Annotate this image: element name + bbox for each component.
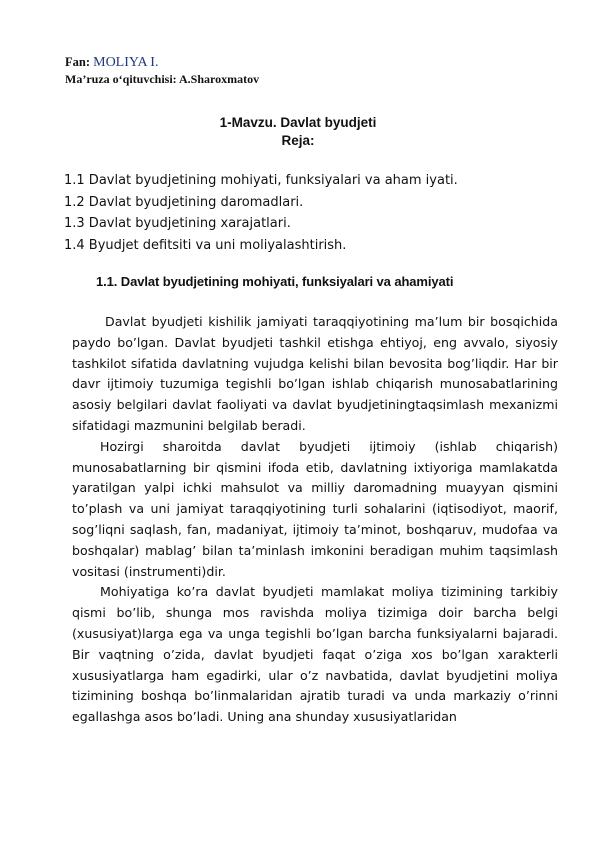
lecturer-line: Ma’ruza o‘qituvchisi: A.Sharoxmatov [65, 72, 260, 86]
paragraph: Mohiyatiga ko’ra davlat byudjeti mamlakat moliya tizimining tarkibiy qismi bo’lib, shunga mos ravishda moliya tizimiga doir barcha belgi (xususiyat)larga ega va unga tegishli bo’lgan barcha funksiyalarni bajaradi. Bir vaqtning o’zida, davlat byudjeti faqat o’ziga xos bo’lgan xarakterli xususiyatlarga ham egadirki, ular o’z navbatida, davlat byudjetini moliya tizimining boshqa bo’linmalaridan ajratib turadi va unda markaziy o’rinni egallashga asos bo’ladi. Uning ana shunday xususiyatlaridan [72, 584, 558, 725]
plan-title: Reja: [281, 133, 315, 148]
course-line [65, 55, 259, 70]
plan-item: 1.2 Davlat byudjetining daromadlari. [64, 194, 304, 210]
paragraph: Hozirgi sharoitda davlat byudjeti ijtimoiy (ishlab chiqarish) munosabatlarning bir qismini ifoda etib, davlatning ixtiyoriga mamlakatda yaratilgan yalpi ichki mahsulot va milliy daromadning muayyan qismini to’plash va uni jamiyat taraqqiyotining turli sohalarini (iqtisodiyot, maorif, sog’liqni saqlash, fan, madaniyat, ijtimoiy ta’minot, boshqaruv, mudofaa va boshqalar) mablag’ bilan ta’minlash imkonini beradigan muhim taqsimlash vositasi (instrumenti)dir. [72, 438, 558, 579]
document-header [65, 55, 259, 87]
plan-item: 1.3 Davlat byudjetining xarajatlari. [64, 216, 291, 231]
course-label: Fan: [65, 55, 94, 69]
plan-list [64, 170, 458, 256]
plan-item: 1.4 Byudjet defitsiti va uni moliyalashtirish. [64, 237, 347, 253]
body-text [72, 312, 558, 728]
paragraph: Davlat byudjeti kishilik jamiyati taraqqiyotining ma’lum bir bosqichida paydo bo’lgan. Davlat byudjeti tashkil etishga ehtiyoj, eng avvalo, siyosiy tashkilot sifatida davlatning vujudga kelishi bilan bevosita bog’liqdir. Har bir davr ijtimoiy tuzumiga tegishli bo’lgan ishlab chiqarish munosabatlarining asosiy belgilari davlat faoliyati va davlat byudjetiningtaqsimlash mexanizmi sifatidagi mazmunini belgilab beradi. [72, 314, 558, 433]
course-name: MOLIYA I. [93, 55, 159, 70]
section-heading: 1.1. Davlat byudjetining mohiyati, funksiyalari va ahamiyati [96, 274, 454, 289]
topic-title: 1-Mavzu. Davlat byudjeti [219, 115, 377, 130]
plan-item: 1.1 Davlat byudjetining mohiyati, funksiyalari va aham iyati. [64, 173, 458, 188]
